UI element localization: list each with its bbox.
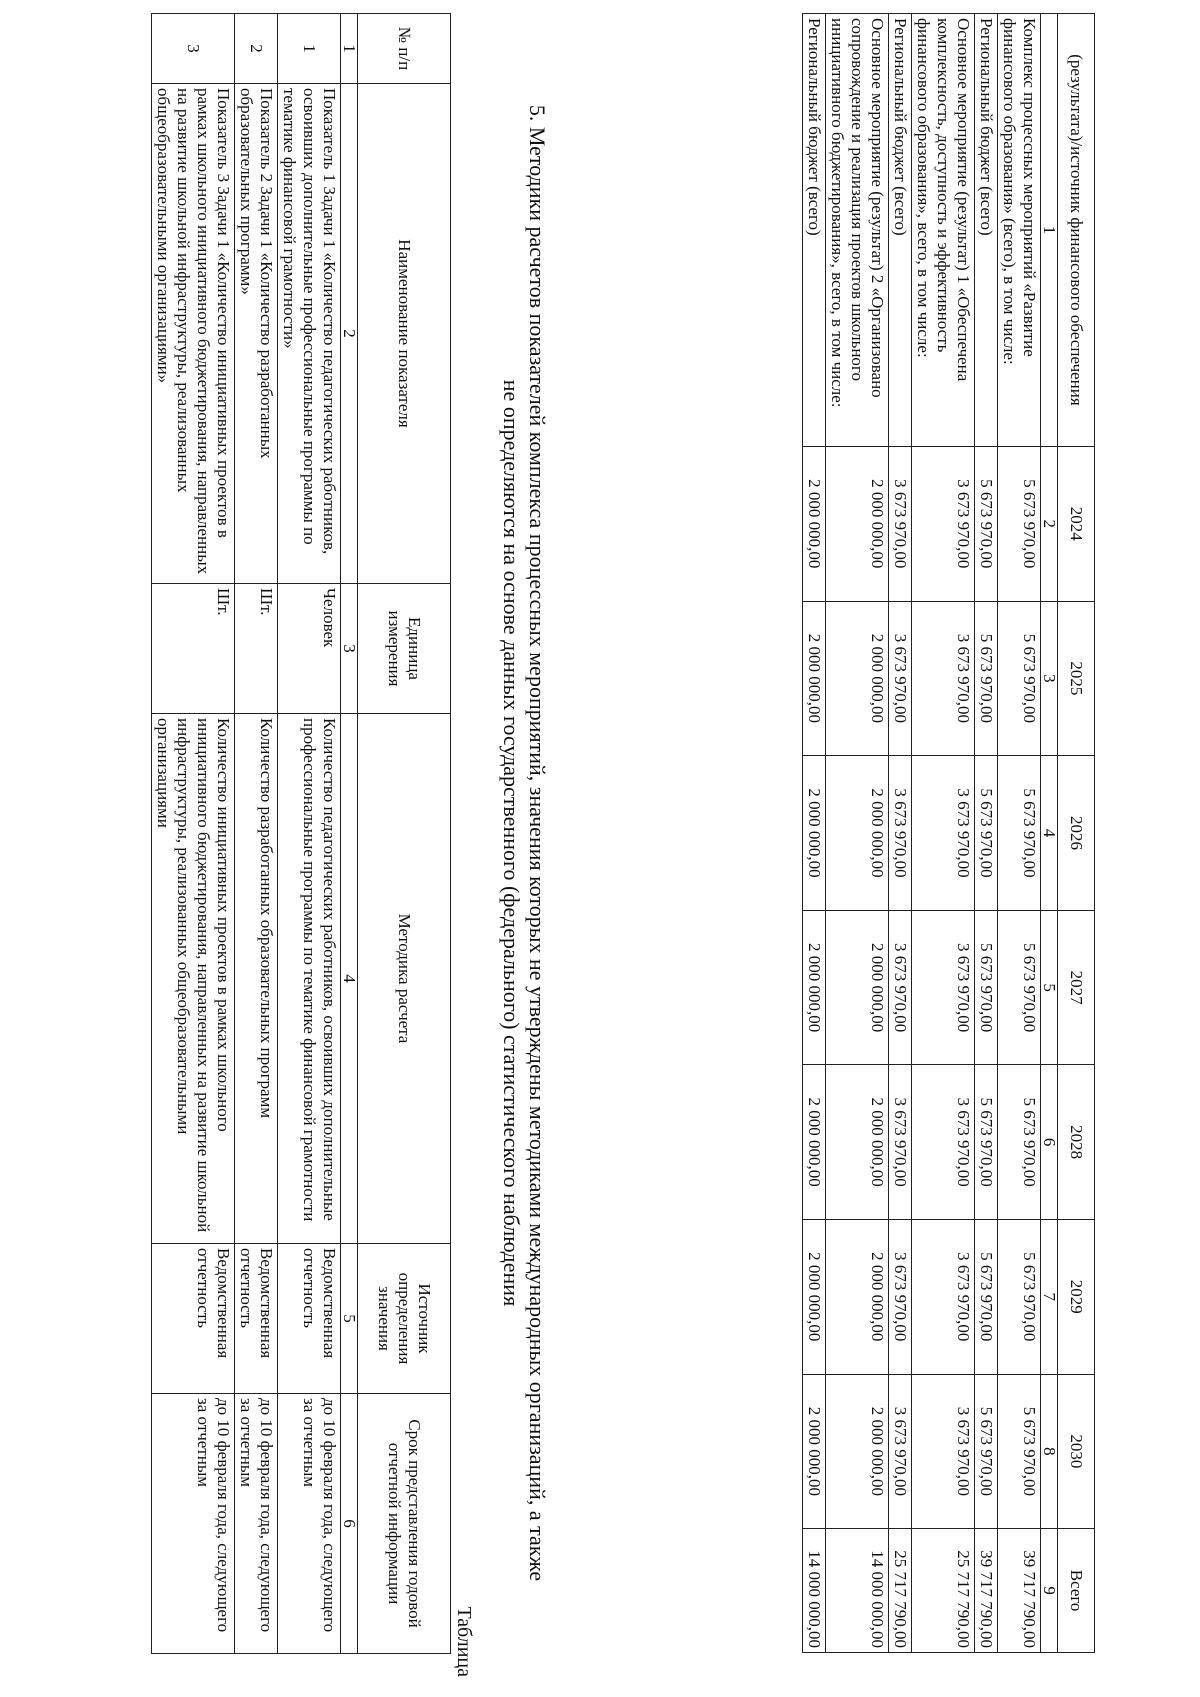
rotated-content	[85, 13, 1115, 1683]
source-cell: Ведомственная отчетность	[235, 1244, 278, 1394]
header-cell: Источник определения значения	[358, 1244, 451, 1394]
value-cell: 5 673 970,00	[975, 910, 998, 1065]
value-cell: 2 000 000,00	[826, 1065, 889, 1220]
value-cell: 3 673 970,00	[912, 1219, 975, 1374]
table-row	[975, 14, 998, 1653]
value-cell: 2 000 000,00	[826, 756, 889, 911]
table-row	[912, 14, 975, 1653]
total-cell: 14 000 000,00	[803, 1529, 826, 1653]
row-number: 3	[152, 14, 235, 84]
table-row	[803, 14, 826, 1653]
indicator-name: Показатель 2 Задачи 1 «Количество разработанных образовательных программ»	[235, 84, 278, 584]
value-cell: 2 000 000,00	[803, 910, 826, 1065]
header-cell: 2029	[1058, 1219, 1095, 1374]
value-cell: 2 000 000,00	[803, 601, 826, 756]
value-cell: 5 673 970,00	[998, 1219, 1041, 1374]
value-cell: 3 673 970,00	[912, 1374, 975, 1529]
row-label: Региональный бюджет (всего)	[889, 14, 912, 447]
row-label: Комплекс процессных мероприятий «Развитие финансового образования» (всего), в том числе:	[998, 14, 1041, 447]
value-cell: 5 673 970,00	[998, 756, 1041, 911]
index-cell: 1	[1041, 14, 1058, 447]
indicator-name: Показатель 1 Задачи 1 «Количество педагогических работников, освоивших дополнительные профессиональные программы по тематике финансовой грамотности»	[278, 84, 341, 584]
header-cell: 2025	[1058, 601, 1095, 756]
source-cell: Ведомственная отчетность	[152, 1244, 235, 1394]
value-cell: 2 000 000,00	[826, 1374, 889, 1529]
indicator-name: Показатель 3 Задачи 1 «Количество инициативных проектов в рамках школьного инициативного бюджетирования, направленных на развитие школьной инфраструктуры, реализованных общеобразовательными организациями»	[152, 84, 235, 584]
financing-header-row	[1058, 14, 1095, 1653]
table-caption: Таблица	[453, 1606, 475, 1677]
value-cell: 3 673 970,00	[889, 910, 912, 1065]
deadline-cell: до 10 февраля года, следующего за отчетным	[278, 1394, 341, 1654]
header-cell: 2028	[1058, 1065, 1095, 1220]
header-cell: № п/п	[358, 14, 451, 84]
value-cell: 3 673 970,00	[912, 446, 975, 601]
value-cell: 5 673 970,00	[998, 601, 1041, 756]
table-row	[998, 14, 1041, 1653]
index-cell: 3	[341, 584, 358, 714]
value-cell: 3 673 970,00	[889, 756, 912, 911]
index-cell: 4	[1041, 756, 1058, 911]
value-cell: 3 673 970,00	[912, 1065, 975, 1220]
methodology-table	[151, 13, 451, 1654]
index-cell: 9	[1041, 1529, 1058, 1653]
index-cell: 2	[341, 84, 358, 584]
header-cell: Методика расчета	[358, 714, 451, 1244]
total-cell: 25 717 790,00	[889, 1529, 912, 1653]
value-cell: 5 673 970,00	[975, 1065, 998, 1220]
deadline-cell: до 10 февраля года, следующего за отчетным	[152, 1394, 235, 1654]
row-label: Основное мероприятие (результат) 2 «Организовано сопровождение и реализация проектов школьного инициативного бюджетирования», всего, в том числе:	[826, 14, 889, 447]
row-number: 1	[278, 14, 341, 84]
index-cell: 8	[1041, 1374, 1058, 1529]
unit-cell: Шт.	[235, 584, 278, 714]
table-row	[889, 14, 912, 1653]
index-cell: 2	[1041, 446, 1058, 601]
header-cell: 2027	[1058, 910, 1095, 1065]
methodology-header-row	[358, 14, 451, 1654]
value-cell: 3 673 970,00	[912, 601, 975, 756]
index-cell: 5	[1041, 910, 1058, 1065]
value-cell: 3 673 970,00	[889, 446, 912, 601]
methodology-index-row	[341, 14, 358, 1654]
value-cell: 2 000 000,00	[826, 446, 889, 601]
value-cell: 5 673 970,00	[998, 446, 1041, 601]
financing-table	[802, 13, 1095, 1653]
value-cell: 5 673 970,00	[975, 756, 998, 911]
method-cell: Количество педагогических работников, освоивших дополнительные профессиональные программы по тематике финансовой грамотности	[278, 714, 341, 1244]
header-cell: (результата)/источник финансового обеспечения	[1058, 14, 1095, 447]
row-number: 2	[235, 14, 278, 84]
value-cell: 3 673 970,00	[889, 1065, 912, 1220]
value-cell: 2 000 000,00	[803, 756, 826, 911]
value-cell: 2 000 000,00	[826, 1219, 889, 1374]
value-cell: 3 673 970,00	[889, 1374, 912, 1529]
total-cell: 39 717 790,00	[998, 1529, 1041, 1653]
header-cell: Всего	[1058, 1529, 1095, 1653]
financing-index-row	[1041, 14, 1058, 1653]
header-cell: 2030	[1058, 1374, 1095, 1529]
value-cell: 5 673 970,00	[998, 1374, 1041, 1529]
value-cell: 5 673 970,00	[975, 1374, 998, 1529]
value-cell: 5 673 970,00	[975, 446, 998, 601]
total-cell: 39 717 790,00	[975, 1529, 998, 1653]
table-row	[826, 14, 889, 1653]
index-cell: 6	[341, 1394, 358, 1654]
index-cell: 5	[341, 1244, 358, 1394]
index-cell: 3	[1041, 601, 1058, 756]
row-label: Региональный бюджет (всего)	[803, 14, 826, 447]
unit-cell: Шт.	[152, 584, 235, 714]
header-cell: Наименование показателя	[358, 84, 451, 584]
total-cell: 14 000 000,00	[826, 1529, 889, 1653]
value-cell: 3 673 970,00	[889, 1219, 912, 1374]
value-cell: 2 000 000,00	[803, 1219, 826, 1374]
source-cell: Ведомственная отчетность	[278, 1244, 341, 1394]
value-cell: 2 000 000,00	[803, 446, 826, 601]
row-label: Региональный бюджет (всего)	[975, 14, 998, 447]
deadline-cell: до 10 февраля года, следующего за отчетным	[235, 1394, 278, 1654]
value-cell: 5 673 970,00	[998, 910, 1041, 1065]
value-cell: 5 673 970,00	[998, 1065, 1041, 1220]
header-cell: 2024	[1058, 446, 1095, 601]
value-cell: 5 673 970,00	[975, 1219, 998, 1374]
value-cell: 2 000 000,00	[803, 1065, 826, 1220]
total-cell: 25 717 790,00	[912, 1529, 975, 1653]
table-row	[235, 14, 278, 1654]
method-cell: Количество инициативных проектов в рамках школьного инициативного бюджетирования, направленных на развитие школьной инфраструктуры, реализованных общеобразовательными организациями	[152, 714, 235, 1244]
value-cell: 3 673 970,00	[889, 601, 912, 756]
value-cell: 3 673 970,00	[912, 756, 975, 911]
value-cell: 3 673 970,00	[912, 910, 975, 1065]
index-cell: 1	[341, 14, 358, 84]
value-cell: 2 000 000,00	[826, 910, 889, 1065]
table-row	[278, 14, 341, 1654]
index-cell: 6	[1041, 1065, 1058, 1220]
table-row	[152, 14, 235, 1654]
row-label: Основное мероприятие (результат) 1 «Обеспечена комплексность, доступность и эффективность финансового образования», всего, в том числе:	[912, 14, 975, 447]
value-cell: 2 000 000,00	[803, 1374, 826, 1529]
section-heading: 5. Методики расчетов показателей комплекса процессных мероприятий, значения которых не утверждены методиками международных организаций, а также не определяются на основе данных государственного (федерального) статистического наблюдения	[499, 104, 550, 1582]
index-cell: 7	[1041, 1219, 1058, 1374]
unit-cell: Человек	[278, 584, 341, 714]
index-cell: 4	[341, 714, 358, 1244]
header-cell: 2026	[1058, 756, 1095, 911]
value-cell: 5 673 970,00	[975, 601, 998, 756]
method-cell: Количество разработанных образовательных программ	[235, 714, 278, 1244]
header-cell: Срок представления годовой отчетной информации	[358, 1394, 451, 1654]
header-cell: Единица измерения	[358, 584, 451, 714]
value-cell: 2 000 000,00	[826, 601, 889, 756]
